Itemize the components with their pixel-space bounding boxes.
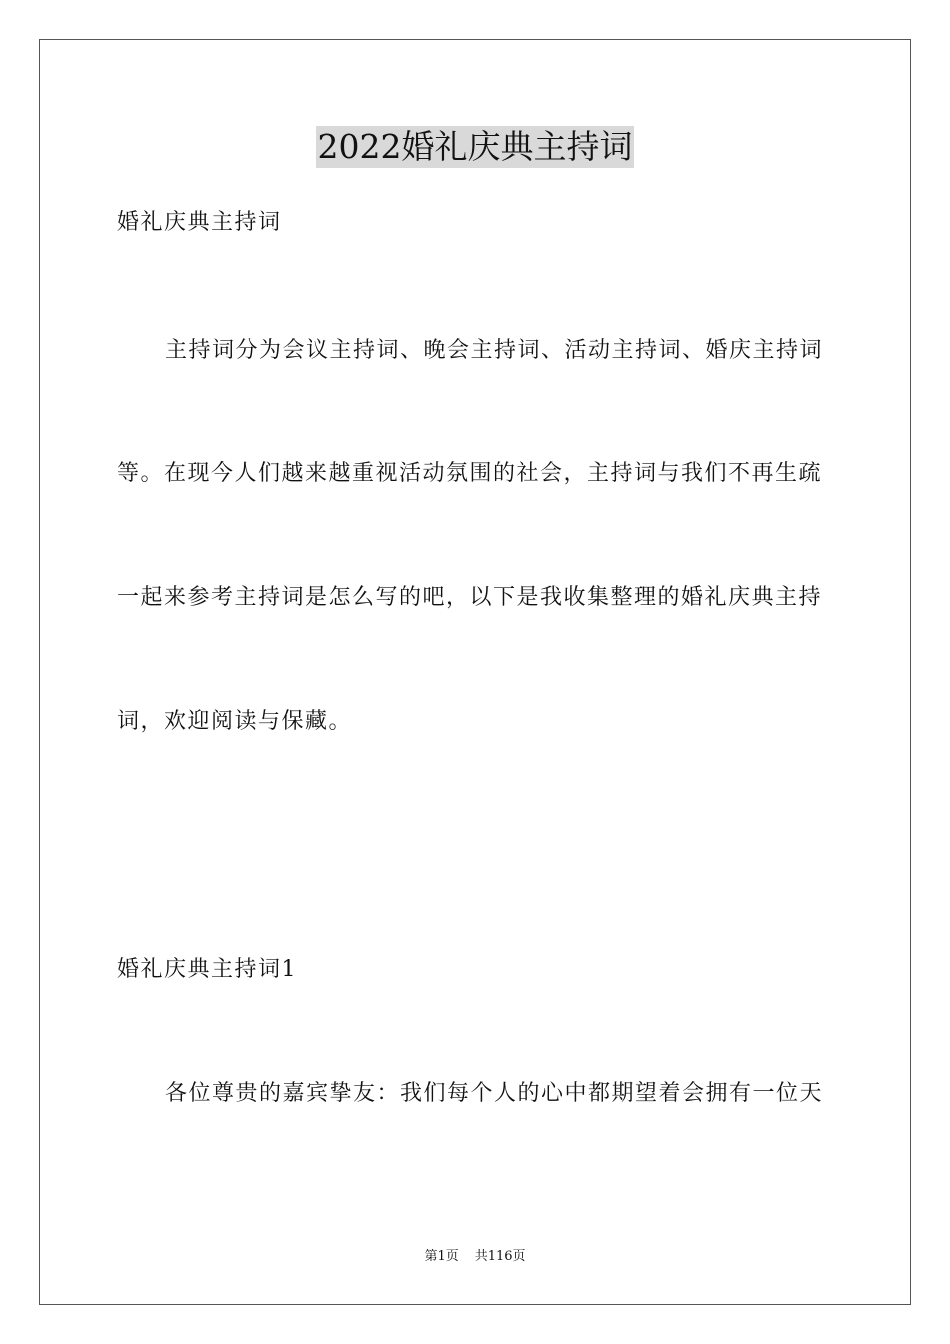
document-title: 2022婚礼庆典主持词 — [317, 127, 633, 166]
page-number-current: 第1页 — [424, 1249, 459, 1264]
title-container — [0, 126, 950, 168]
page-number-total: 共116页 — [474, 1249, 526, 1264]
intro-line-2: 等。在现今人们越来越重视活动氛围的社会，主持词与我们不再生疏 — [117, 461, 823, 486]
page-footer — [0, 1248, 950, 1266]
document-subtitle: 婚礼庆典主持词 — [117, 210, 282, 235]
section-heading: 婚礼庆典主持词1 — [117, 957, 297, 982]
intro-line-3: 一起来参考主持词是怎么写的吧，以下是我收集整理的婚礼庆典主持 — [117, 585, 823, 610]
intro-line-4: 词，欢迎阅读与保藏。 — [117, 709, 353, 734]
section-first-line: 各位尊贵的嘉宾挚友：我们每个人的心中都期望着会拥有一位天 — [165, 1081, 824, 1106]
intro-line-1: 主持词分为会议主持词、晚会主持词、活动主持词、婚庆主持词 — [165, 338, 824, 363]
